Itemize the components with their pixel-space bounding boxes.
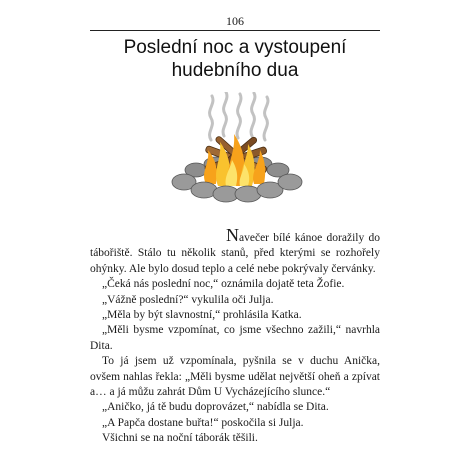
story-text: [90, 225, 380, 447]
paragraph-2: „Čeká nás poslední noc,“ oznámila dojatě teta Žofie.: [102, 278, 345, 291]
paragraph-5: „Měli bysme vzpomínat, co jsme všechno zažili,“ navrhla Dita.: [90, 324, 380, 352]
paragraph-8: „A Papča dostane buřta!“ poskočila si Julja.: [102, 416, 304, 429]
paragraph-7: „Aničko, já tě budu doprovázet,“ nabídla se Dita.: [102, 401, 329, 414]
paragraph-9: Všichni se na noční táborák těšili.: [102, 432, 258, 445]
chapter-title-line-2: hudebního dua: [171, 60, 299, 81]
campfire-icon: [166, 92, 306, 212]
smoke: [210, 92, 268, 140]
chapter-title: [90, 36, 380, 82]
chapter-title-line-1: Poslední noc a vystoupení: [123, 37, 347, 58]
page-number: 106: [226, 14, 244, 28]
drop-cap: N: [226, 225, 239, 245]
header-rule: [90, 30, 380, 31]
paragraph-1-text: avečer bílé kánoe doražily do tábořiště. Stálo tu několik stanů, před kterými se rozhořely ohýnky. Ale bylo dosud teplo a celé nebe pokrývaly červánky.: [90, 232, 380, 275]
paragraph-3: „Vážně poslední?“ vykulila oči Julja.: [102, 293, 274, 306]
paragraph-4: „Měla by být slavnostní,“ prohlásila Katka.: [102, 309, 302, 322]
paragraph-1: [90, 225, 380, 277]
paragraph-6: To já jsem už vzpomínala, pyšnila se v duchu Anička, ovšem nahlas řekla: „Měli bysme udělat největší oheň a zpívat a… a já můžu zahrát Dům U Vycházejícího slunce.“: [90, 355, 380, 399]
